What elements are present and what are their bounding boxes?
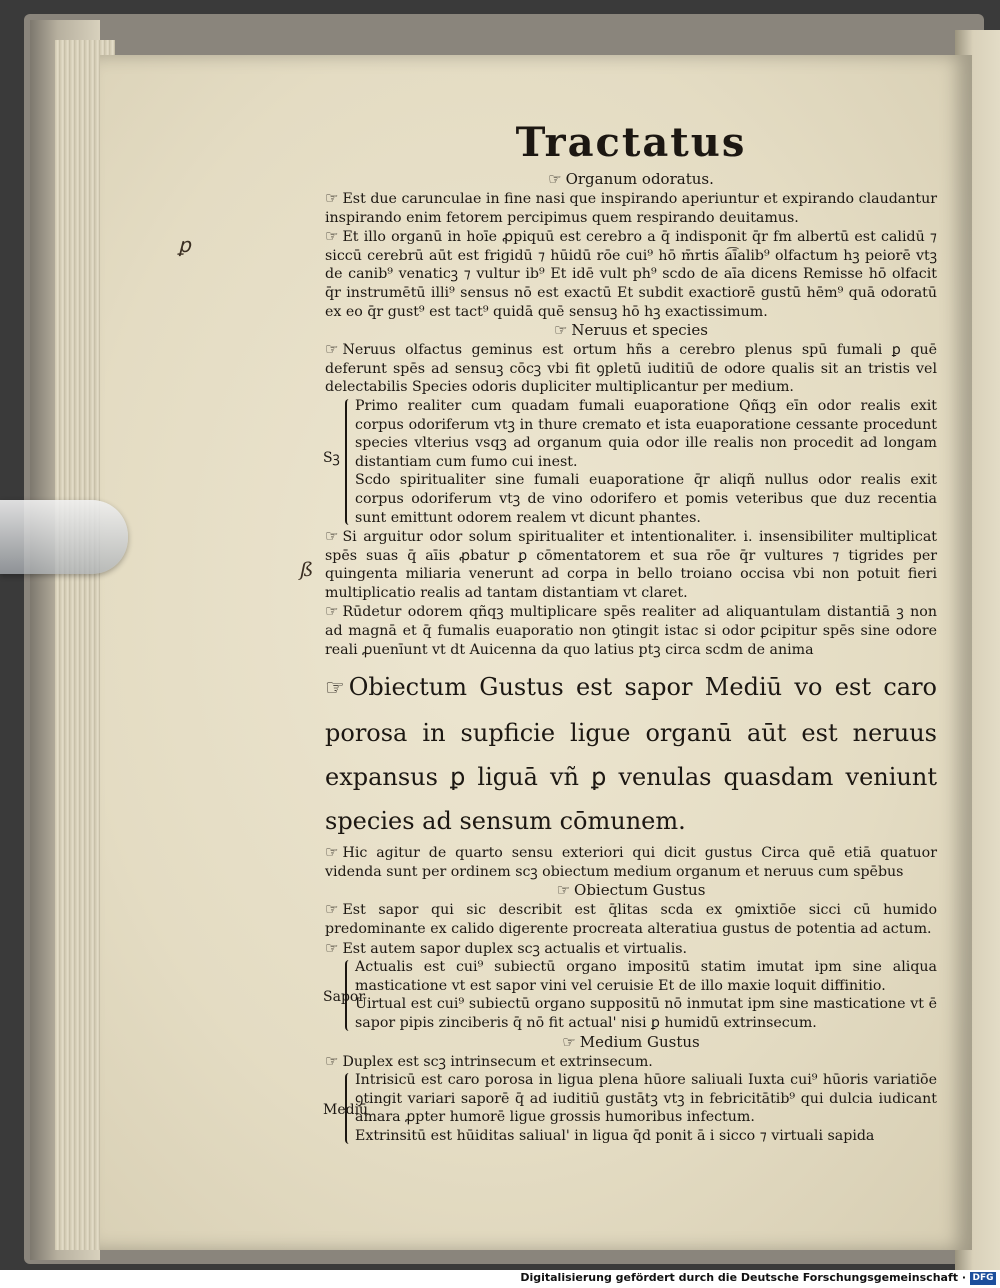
page-title: Tractatus [515, 119, 747, 166]
brace-label: Sꝫ [323, 450, 340, 466]
list-item: Extrinsitū est hūiditas saliual' in ligua q̄d ponit ā i sicco ⁊ virtuali sapida [355, 1127, 875, 1144]
paragraph-text: Est due carunculae in fine nasi que inspirando aperiuntur et expirando claudantur inspirando enim fetorem percipimus quem respirando deuitamus. [325, 191, 937, 226]
paragraph-text: Duplex est scꝫ intrinsecum et extrinsecum. [342, 1053, 653, 1070]
paragraph-text: Est sapor qui sic describit est q̄litas scda ex ꝯmixtiōe sicci cū humido predominante ex calido digerente procreata alteratiua gustus de potentia ad actum. [325, 902, 937, 938]
heading-text: Obiectum Gustus [574, 881, 706, 900]
manicule-icon: ☞ [325, 843, 339, 862]
section-heading [325, 321, 937, 340]
paragraph [325, 900, 937, 938]
manicule-icon: ☞ [325, 1051, 339, 1070]
bracketed-list [325, 958, 937, 1032]
list-item: Uirtual est cui⁹ subiectū organo suppositū nō inmutat ipm sine masticatione vt ē sapor pipis zinciberis q̄ nō fit actual' nisi ꝑ humidū extrinsecum. [355, 996, 937, 1031]
large-paragraph [325, 665, 937, 843]
paragraph-text: Si arguitur odor solum spiritualiter et intentionaliter. i. insensibiliter multiplicat spēs suas q̄ aīis ꝓbatur ꝑ cōmentatorem et sua rōe q̄r vultures ⁊ tigrides per quingenta miliaria venerunt ad corpa in bello troiano occisa vbi non potuit fieri multiplicatio realis ad tantam distantiam vt claret. [325, 529, 937, 601]
heading-text: Medium Gustus [579, 1032, 700, 1051]
manicule-icon: ☞ [325, 938, 339, 957]
page-text [325, 120, 937, 1146]
paragraph [325, 527, 937, 602]
brace-icon [345, 399, 353, 525]
list-item: Intrisicū est caro porosa in ligua plena hūore saliuali Iuxta cui⁹ hūoris variatiōe ꝯtingit variari saporē q̄ ad iuditiū gustātꝫ vtꝫ in febricitātib⁹ qui dulcia iudicant amara ꝓpter humorē ligue grossis humoribus infectum. [355, 1072, 937, 1126]
list-item: Scdo spiritualiter sine fumali euaporatione q̄r aliqñ nullus odor realis exit corpus odoriferum vtꝫ de vino odorifero et pomis veteribus que duz recentia sunt emittunt odorem realem vt dicunt phantes. [355, 472, 937, 526]
manicule-icon: ☞ [325, 527, 339, 546]
manicule-icon: ☞ [548, 170, 562, 188]
list-item: Primo realiter cum quadam fumali euaporatione Qñqꝫ eīn odor realis exit corpus odoriferum vtꝫ in thure cremato et ista euaporatione cessante procedunt species vlterius vsqꝫ ad organum quia odor ille realis non procedit ad longam distantiam cum fumo cui inest. [355, 397, 937, 470]
paragraph [325, 227, 937, 321]
heading-text: Neruus et species [571, 321, 709, 340]
paragraph [325, 189, 937, 227]
page-clip [0, 500, 128, 574]
brace-label: Sapor [323, 988, 366, 1005]
manicule-icon: ☞ [325, 340, 339, 359]
paragraph-text: Et illo organū in hoīe ꝓpiquū est cerebro a q̄ indisponit q̄r fm albertū est calidū ⁊ siccū cerebrū aūt est frigidū ⁊ hūidū rōe cui⁹ hō m̄rtis a͡īalib⁹ olfactum hꝫ peiorē vtꝫ de canib⁹ venaticꝫ ⁊ vultur ib⁹ Et idē vult ph⁹ scdo de aīa dicens Remisse hō olfacit q̄r instrumētū illi⁹ sensus nō est exactū Et subdit exactiorē gustū hēm⁹ quā odoratū ex eo q̄r gust⁹ est tact⁹ quidā quē sensuꝫ hō hꝫ exactissimum. [325, 229, 937, 320]
manicule-icon: ☞ [325, 676, 345, 702]
manicule-icon: ☞ [556, 881, 571, 900]
paragraph-text: Neruus olfactus geminus est ortum hñs a cerebro plenus spū fumali ꝑ quē deferunt spēs ad sensuꝫ cōcꝫ vbi fit ꝯpletū iuditiū de odore qualis sit an tristis vel delectabilis Species odoris dupliciter multiplicantur per medium. [325, 342, 937, 396]
paragraph [325, 939, 937, 959]
manicule-icon: ☞ [553, 321, 568, 340]
paragraph [325, 1052, 937, 1072]
footer-credit: Digitalisierung gefördert durch die Deutsche Forschungsgemeinschaft · [520, 1271, 966, 1284]
bracketed-list [325, 1071, 937, 1145]
paragraph-text: Est autem sapor duplex scꝫ actualis et virtualis. [342, 940, 688, 957]
paragraph-text: Rūdetur odorem qñqꝫ multiplicare spēs realiter ad aliquantulam distantiā ꝫ non ad magnā et q̄ fumalis euaporatio non ꝯtingit istac si odor ꝑcipitur spēs sine odore reali ꝓuenīunt vt dt Auicenna da quo latius ptꝫ circa scdm de anima [325, 604, 937, 658]
manicule-icon: ☞ [325, 602, 339, 621]
paragraph [325, 843, 937, 881]
manicule-icon: ☞ [325, 900, 339, 919]
manicule-icon: ☞ [325, 227, 339, 246]
margin-annotation: ꝑ [178, 233, 191, 257]
manicule-icon: ☞ [325, 189, 339, 207]
section-heading [325, 170, 937, 189]
sections-container [325, 170, 937, 1146]
paragraph [325, 602, 937, 659]
bracketed-list [325, 397, 937, 527]
paragraph [325, 340, 937, 397]
section-heading [325, 1033, 937, 1052]
list-item: Actualis est cui⁹ subiectū organo impositū statim imutat ipm sine aliqua masticatione vt est sapor vini vel ceruisie Et de illo maxie loquit diffinitio. [355, 959, 937, 994]
dfg-logo: DFG [970, 1272, 996, 1285]
margin-annotation: ß [300, 557, 314, 581]
brace-label: Mediū [323, 1101, 369, 1118]
section-heading [325, 881, 937, 900]
large-paragraph-text: Obiectum Gustus est sapor Mediū vo est caro porosa in supficie ligue organū aūt est neruus expansus ꝑ liguā vñ ꝑ venulas quasdam veniunt species ad sensum cōmunem. [325, 673, 937, 836]
heading-text: Organum odoratus. [565, 170, 714, 188]
manicule-icon: ☞ [562, 1032, 576, 1051]
paragraph-text: Hic agitur de quarto sensu exteriori qui dicit gustus Circa quē etiā quatuor videnda sunt per ordinem scꝫ obiectum medium organum et neruus cum spēbus [325, 845, 937, 880]
